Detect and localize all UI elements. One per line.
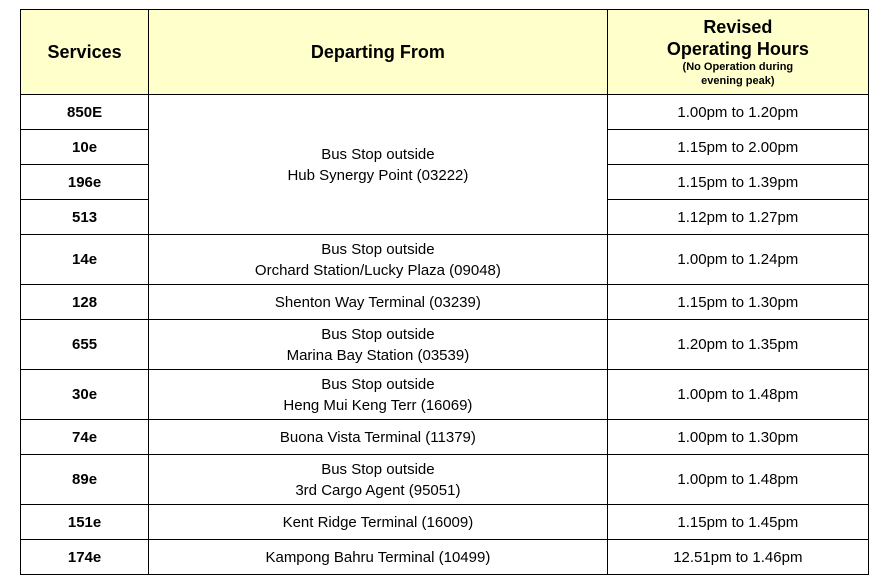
header-hours-line1: Revised bbox=[703, 17, 773, 37]
header-row bbox=[21, 10, 869, 95]
table-row bbox=[21, 285, 869, 320]
service-cell: 174e bbox=[21, 540, 149, 575]
departing-cell bbox=[149, 235, 608, 285]
service-cell: 128 bbox=[21, 285, 149, 320]
departing-cell: Kent Ridge Terminal (16009) bbox=[149, 505, 608, 540]
service-cell: 513 bbox=[21, 200, 149, 235]
header-operating-hours bbox=[607, 10, 868, 95]
table-row bbox=[21, 505, 869, 540]
departing-line2: Hub Synergy Point (03222) bbox=[287, 166, 469, 184]
departing-line1: Bus Stop outside bbox=[321, 375, 435, 393]
departing-cell bbox=[149, 320, 608, 370]
hours-cell: 1.00pm to 1.30pm bbox=[607, 420, 868, 455]
departing-cell bbox=[149, 370, 608, 420]
table-row bbox=[21, 420, 869, 455]
hours-cell: 1.15pm to 1.30pm bbox=[607, 285, 868, 320]
hours-cell: 1.00pm to 1.24pm bbox=[607, 235, 868, 285]
service-cell: 14e bbox=[21, 235, 149, 285]
hours-cell: 1.12pm to 1.27pm bbox=[607, 200, 868, 235]
service-cell: 196e bbox=[21, 165, 149, 200]
table-row bbox=[21, 320, 869, 370]
departing-line2: Heng Mui Keng Terr (16069) bbox=[283, 396, 473, 414]
service-cell: 151e bbox=[21, 505, 149, 540]
hours-cell: 1.20pm to 1.35pm bbox=[607, 320, 868, 370]
header-hours-note-line2: evening peak) bbox=[701, 75, 775, 87]
table-row bbox=[21, 455, 869, 505]
departing-cell: Buona Vista Terminal (11379) bbox=[149, 420, 608, 455]
departing-line2: Orchard Station/Lucky Plaza (09048) bbox=[254, 261, 501, 279]
service-cell: 10e bbox=[21, 130, 149, 165]
departing-line2: Marina Bay Station (03539) bbox=[286, 346, 470, 364]
hours-cell: 1.15pm to 2.00pm bbox=[607, 130, 868, 165]
hours-cell: 1.00pm to 1.48pm bbox=[607, 455, 868, 505]
departing-cell: Kampong Bahru Terminal (10499) bbox=[149, 540, 608, 575]
header-hours-note-line1: (No Operation during bbox=[682, 61, 794, 73]
departing-line1: Bus Stop outside bbox=[321, 325, 435, 343]
service-cell: 850E bbox=[21, 95, 149, 130]
departing-line1: Bus Stop outside bbox=[321, 460, 435, 478]
header-departing-from: Departing From bbox=[149, 10, 608, 95]
hours-cell: 1.15pm to 1.45pm bbox=[607, 505, 868, 540]
bus-schedule-table bbox=[20, 9, 869, 575]
hours-cell: 1.00pm to 1.48pm bbox=[607, 370, 868, 420]
table-row bbox=[21, 540, 869, 575]
departing-cell-merged bbox=[149, 95, 608, 235]
service-cell: 30e bbox=[21, 370, 149, 420]
hours-cell: 1.15pm to 1.39pm bbox=[607, 165, 868, 200]
service-cell: 89e bbox=[21, 455, 149, 505]
table-row bbox=[21, 235, 869, 285]
hours-cell: 12.51pm to 1.46pm bbox=[607, 540, 868, 575]
table-row bbox=[21, 370, 869, 420]
table-row bbox=[21, 95, 869, 130]
service-cell: 74e bbox=[21, 420, 149, 455]
header-hours-line2: Operating Hours bbox=[666, 39, 809, 59]
header-services: Services bbox=[21, 10, 149, 95]
departing-line1: Bus Stop outside bbox=[321, 240, 435, 258]
departing-line2: 3rd Cargo Agent (95051) bbox=[295, 481, 461, 499]
hours-cell: 1.00pm to 1.20pm bbox=[607, 95, 868, 130]
departing-cell: Shenton Way Terminal (03239) bbox=[149, 285, 608, 320]
departing-line1: Bus Stop outside bbox=[321, 145, 435, 163]
service-cell: 655 bbox=[21, 320, 149, 370]
departing-cell bbox=[149, 455, 608, 505]
